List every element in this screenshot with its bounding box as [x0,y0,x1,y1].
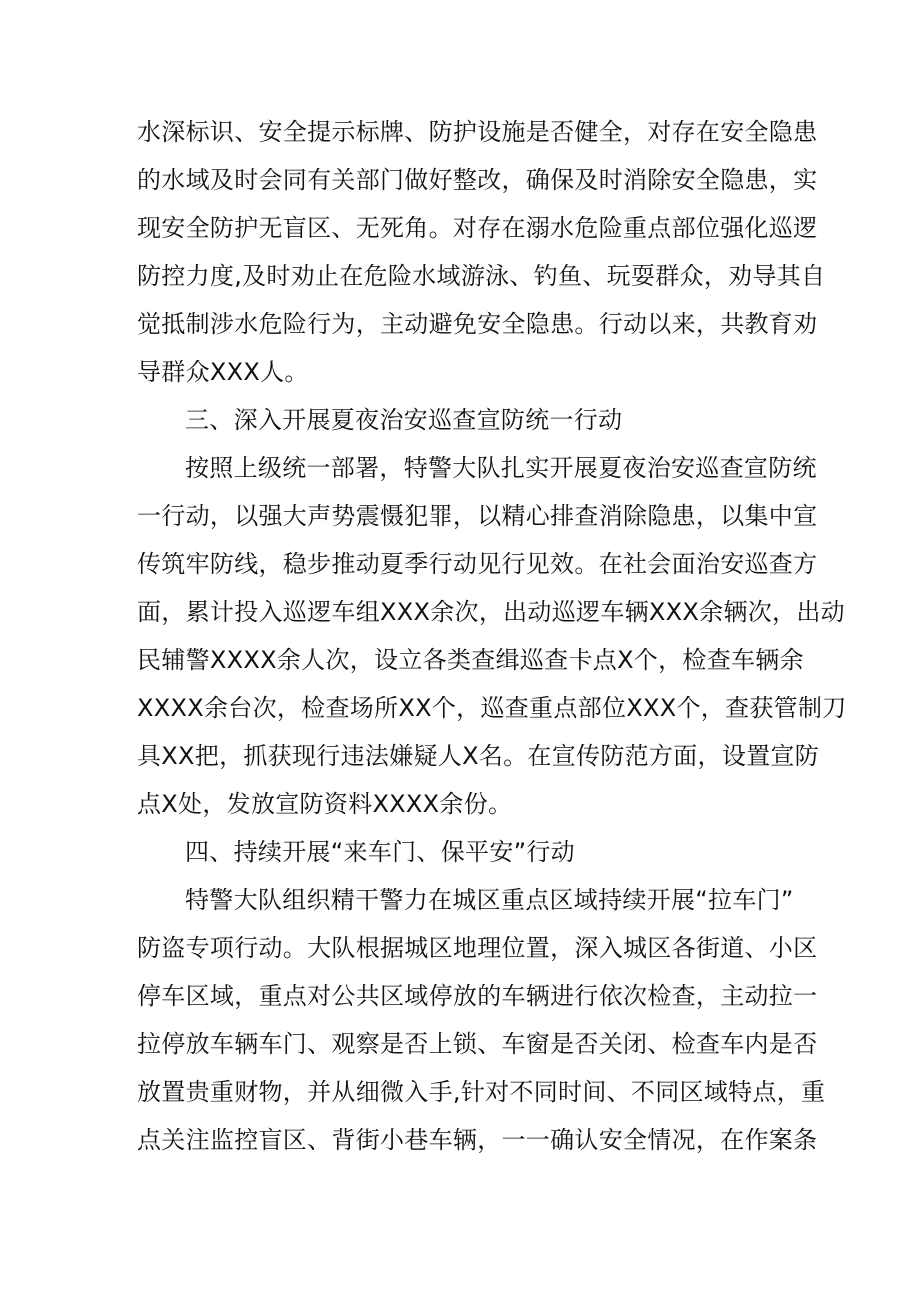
text-line: 水深标识、安全提示标牌、防护设施是否健全，对存在安全隐患 [137,118,818,146]
text-line: 传筑牢防线，稳步推动夏季行动见行见效。在社会面治安巡查方 [137,550,818,578]
text-line: 现安全防护无盲区、无死角。对存在溺水危险重点部位强化巡逻 [137,214,818,242]
text-line: 四、持续开展“来车门、保平安”行动 [185,838,575,866]
text-line: 一行动，以强大声势震慑犯罪，以精心排查消除隐患，以集中宣 [137,502,818,530]
text-line: 民辅警XXXX余人次，设立各类查缉巡查卡点X个，检查车辆余 [137,646,804,674]
text-line: 点X处，发放宣防资料XXXX余份。 [137,790,513,818]
body-text [137,108,847,1164]
text-line: 放置贵重财物，并从细微入手,针对不同时间、不同区域特点，重 [137,1078,826,1106]
text-line: 点关注监控盲区、背街小巷车辆，一一确认安全情况，在作案条 [137,1126,818,1154]
text-line: 的水域及时会同有关部门做好整改，确保及时消除安全隐患，实 [137,166,818,194]
text-line: 按照上级统一部署，特警大队扎实开展夏夜治安巡查宣防统 [185,454,817,482]
text-line: 觉抵制涉水危险行为，主动避免安全隐患。行动以来，共教育劝 [137,310,818,338]
text-line: XXXX余台次，检查场所XX个，巡查重点部位XXX个，查获管制刀 [137,694,847,722]
text-line: 面，累计投入巡逻车组XXX余次，出动巡逻车辆XXX余辆次，出动 [137,598,845,626]
text-line: 导群众XXX人。 [137,358,309,386]
text-line: 具XX把，抓获现行违法嫌疑人X名。在宣传防范方面，设置宣防 [137,742,820,770]
text-line: 三、深入开展夏夜治安巡查宣防统一行动 [185,406,623,434]
text-line: 防控力度,及时劝止在危险水域游泳、钓鱼、玩耍群众，劝导其自 [137,262,826,290]
text-line: 特警大队组织精干警力在城区重点区域持续开展“拉车门” [185,886,794,914]
text-line: 停车区域，重点对公共区域停放的车辆进行依次检查，主动拉一 [137,982,818,1010]
text-line: 拉停放车辆车门、观察是否上锁、车窗是否关闭、检查车内是否 [137,1030,818,1058]
text-line: 防盗专项行动。大队根据城区地理位置，深入城区各街道、小区 [137,934,818,962]
